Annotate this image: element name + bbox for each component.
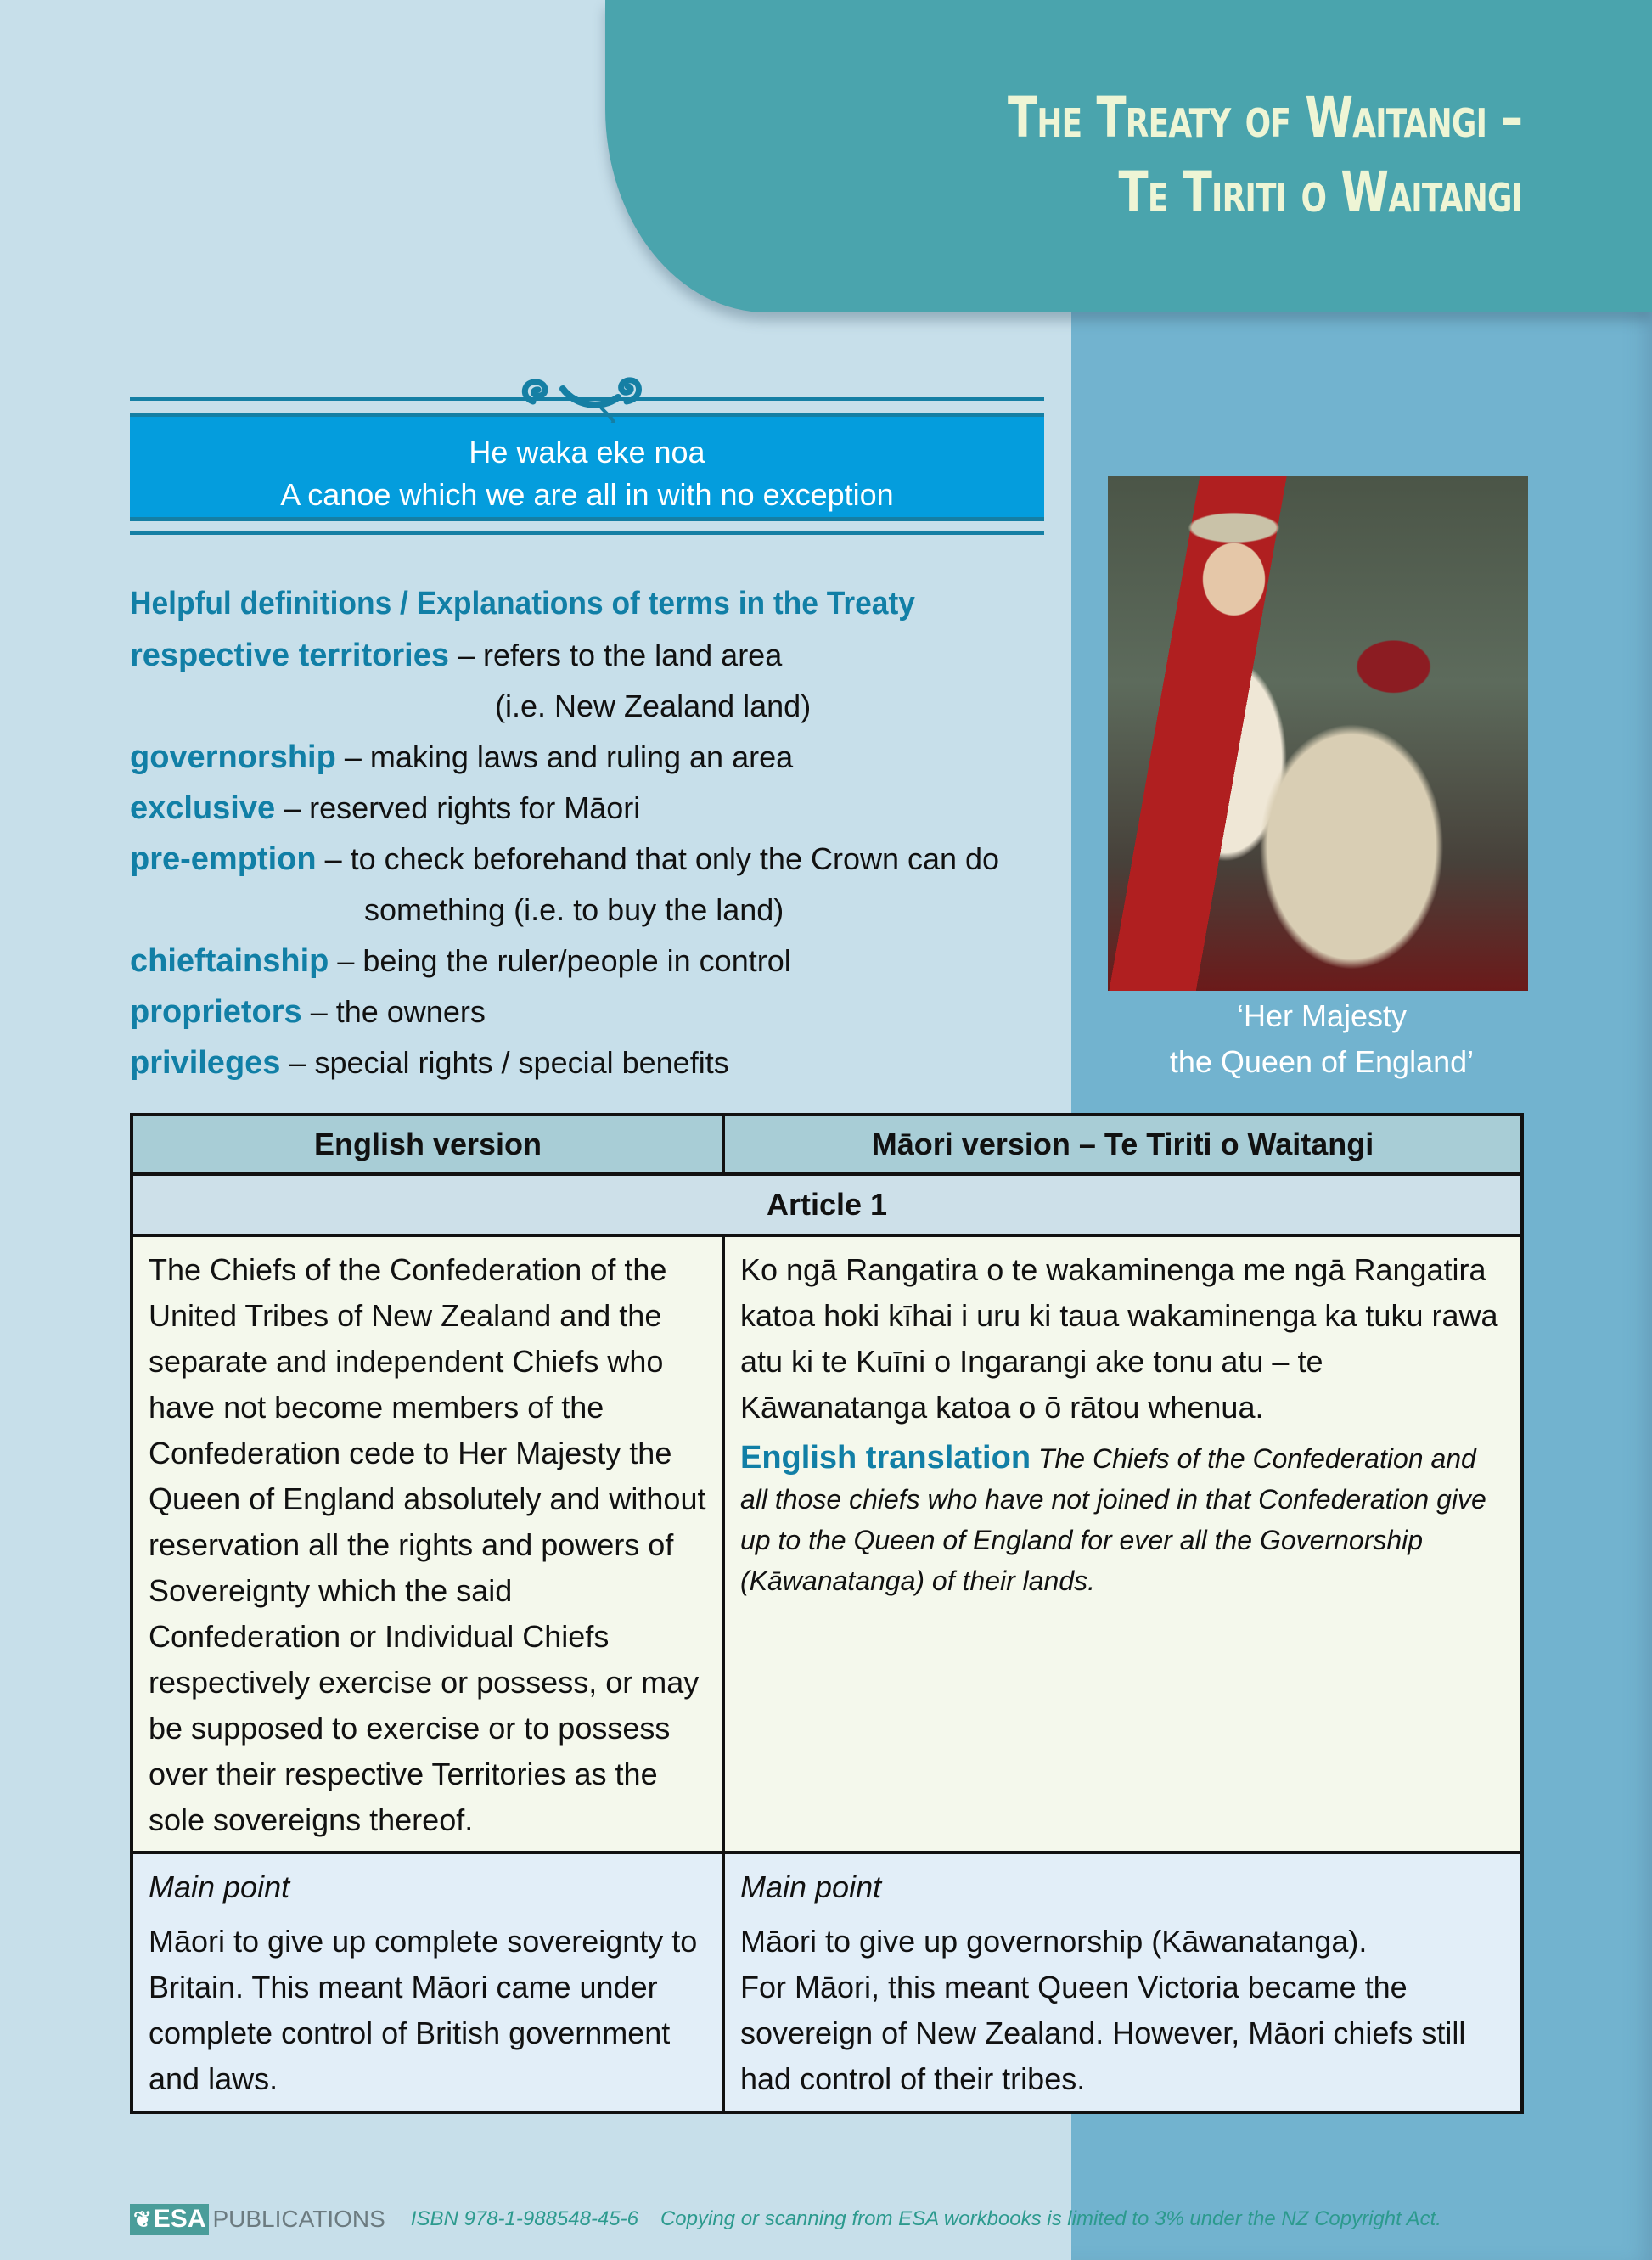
definition-term: chieftainship xyxy=(130,943,329,979)
english-translation xyxy=(740,1437,1505,1601)
english-text-cell: The Chiefs of the Confederation of the United Tribes of New Zealand and the separate and independent Chiefs who have not become members of the Confederation cede to Her Majesty the Queen of England absolutely and without reservation all the rights and powers of Sovereignty which the said Confederation or Individual Chiefs respectively exercise or possess, or may be supposed to exercise or to possess over their respective Territories as the sole sovereigns thereof. xyxy=(133,1237,725,1851)
definition-continuation: something (i.e. to buy the land) xyxy=(364,892,784,927)
table-row xyxy=(133,1237,1520,1854)
translation-label: English translation xyxy=(740,1440,1031,1476)
treaty-comparison-table xyxy=(130,1113,1524,2114)
main-point-text: Māori to give up complete sovereignty to Britain. This meant Māori came under complete control of British government and laws. xyxy=(149,1924,698,2096)
definition-text: – reserved rights for Māori xyxy=(275,790,641,825)
page-footer xyxy=(130,2202,1441,2236)
definition-item xyxy=(130,732,1064,783)
main-point-row xyxy=(133,1854,1520,2111)
koru-swirl-icon xyxy=(516,372,652,423)
definition-term: respective territories xyxy=(130,638,449,673)
translation-text: The Chiefs of the Confederation and all those chiefs who have not joined in that Confederation give up to the Queen of England for ever all the Governorship (Kāwanatanga) of their lands. xyxy=(740,1443,1486,1596)
definition-text: – refers to the land area xyxy=(448,638,783,672)
definitions-section xyxy=(130,577,1064,1088)
main-point-text-line1: Māori to give up governorship (Kāwanatanga). xyxy=(740,1924,1368,1959)
caption-line-2: the Queen of England’ xyxy=(1169,1044,1475,1079)
portrait-caption xyxy=(1071,993,1572,1085)
isbn: ISBN 978-1-988548-45-6 xyxy=(410,2207,638,2230)
proverb-banner xyxy=(130,391,1044,543)
definition-item xyxy=(130,834,1064,885)
article-row xyxy=(133,1176,1520,1237)
column-header-english: English version xyxy=(133,1116,725,1172)
main-point-text-line2: For Māori, this meant Queen Victoria became the sovereign of New Zealand. However, Māori chiefs still had control of their tribes. xyxy=(740,1970,1466,2096)
logo-text: ESA xyxy=(153,2205,206,2233)
table-header-row xyxy=(133,1116,1520,1176)
proverb-english: A canoe which we are all in with no exception xyxy=(280,477,894,512)
definition-item xyxy=(130,783,1064,834)
definition-term: exclusive xyxy=(130,790,276,826)
definition-item xyxy=(130,936,1064,987)
banner-line-bottom xyxy=(130,531,1044,535)
maori-text-cell xyxy=(725,1237,1520,1851)
definition-text: – to check beforehand that only the Crown can do xyxy=(316,841,1000,876)
definition-term: governorship xyxy=(130,739,336,775)
title-line-2: Te Tiriti o Waitangi xyxy=(1118,160,1522,225)
definition-term: pre-emption xyxy=(130,841,317,877)
column-header-maori: Māori version – Te Tiriti o Waitangi xyxy=(725,1116,1520,1172)
definition-text: – making laws and ruling an area xyxy=(335,739,794,774)
publisher-name: PUBLICATIONS xyxy=(212,2206,385,2232)
proverb-maori: He waka eke noa xyxy=(469,435,705,469)
definitions-heading: Helpful definitions / Explanations of terms in the Treaty xyxy=(130,586,915,621)
esa-logo xyxy=(130,2204,209,2235)
definition-term: privileges xyxy=(130,1045,281,1081)
maori-main-point-cell xyxy=(725,1854,1520,2111)
copyright-notice: Copying or scanning from ESA workbooks is limited to 3% under the NZ Copyright Act. xyxy=(660,2207,1441,2230)
page-title xyxy=(1008,81,1522,230)
definition-item xyxy=(130,630,1064,681)
main-point-label: Main point xyxy=(149,1869,290,1904)
maori-text: Ko ngā Rangatira o te wakaminenga me ngā Rangatira katoa hoki kīhai i uru ki taua wakaminenga ka tuku rawa atu ki te Kuīni o Ingarangi ake tonu atu – te Kāwanatanga katoa o ō rātou whenua. xyxy=(740,1252,1498,1425)
definition-continuation: (i.e. New Zealand land) xyxy=(495,689,812,723)
title-line-1: The Treaty of Waitangi – xyxy=(1007,85,1522,150)
definition-term: proprietors xyxy=(130,994,302,1030)
definition-item xyxy=(130,987,1064,1037)
english-main-point-cell xyxy=(133,1854,725,2111)
definition-text: – the owners xyxy=(301,994,486,1029)
main-point-label: Main point xyxy=(740,1869,882,1904)
queen-victoria-portrait xyxy=(1108,476,1528,991)
article-title: Article 1 xyxy=(133,1176,1520,1234)
definition-text: – being the ruler/people in control xyxy=(329,943,791,978)
caption-line-1: ‘Her Majesty xyxy=(1236,998,1408,1033)
definition-text: – special rights / special benefits xyxy=(280,1045,729,1080)
definition-item xyxy=(130,1037,1064,1088)
tree-leaf-icon: ❦ xyxy=(133,2206,152,2232)
